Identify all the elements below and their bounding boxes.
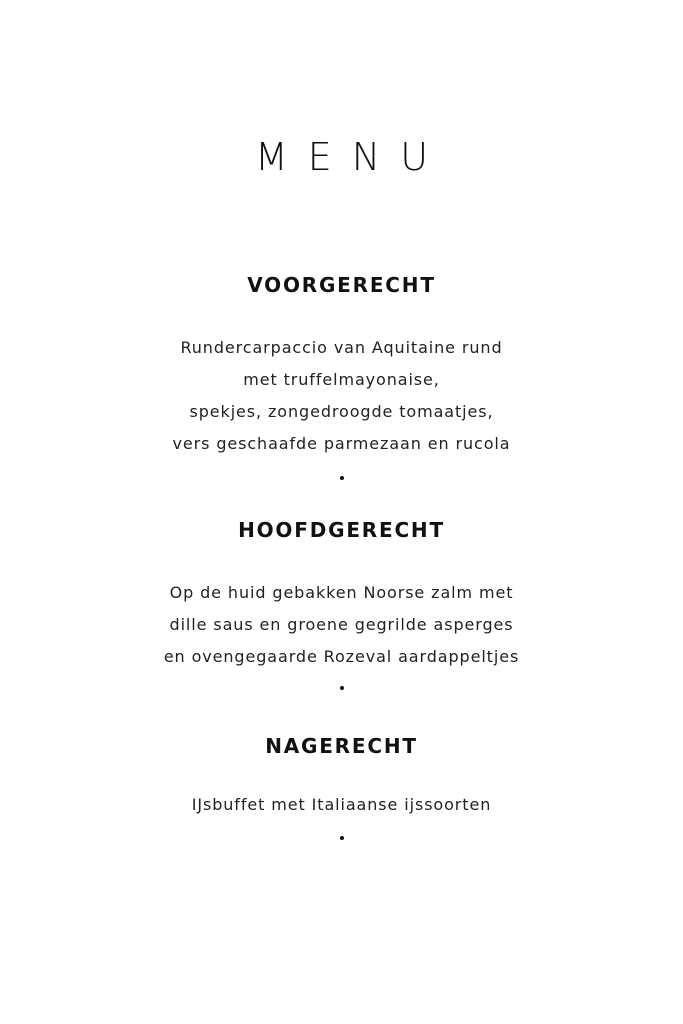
dish-line: vers geschaafde parmezaan en rucola <box>172 434 511 453</box>
section-voorgerecht <box>0 271 683 480</box>
dish-line: spekjes, zongedroogde tomaatjes, <box>189 402 494 421</box>
section-heading: NAGERECHT <box>265 734 418 758</box>
section-dish-description <box>0 332 683 460</box>
dish-line: Rundercarpaccio van Aquitaine rund <box>180 338 503 357</box>
dish-line: Op de huid gebakken Noorse zalm met <box>169 583 514 602</box>
divider-dot <box>340 836 344 840</box>
divider-dot <box>340 686 344 690</box>
dish-line: dille saus en groene gegrilde asperges <box>169 615 514 634</box>
dish-line: IJsbuffet met Italiaanse ijssoorten <box>191 795 492 814</box>
section-hoofdgerecht <box>0 516 683 690</box>
divider-dot <box>340 476 344 480</box>
section-heading: VOORGERECHT <box>247 273 436 297</box>
section-heading: HOOFDGERECHT <box>238 518 445 542</box>
dish-line: en ovengegaarde Rozeval aardappeltjes <box>163 647 520 666</box>
dish-line: met truffelmayonaise, <box>243 370 440 389</box>
menu-title: MENU <box>254 135 449 179</box>
section-dish-description <box>0 577 683 673</box>
section-dish-description <box>0 789 683 821</box>
section-nagerecht <box>0 732 683 840</box>
